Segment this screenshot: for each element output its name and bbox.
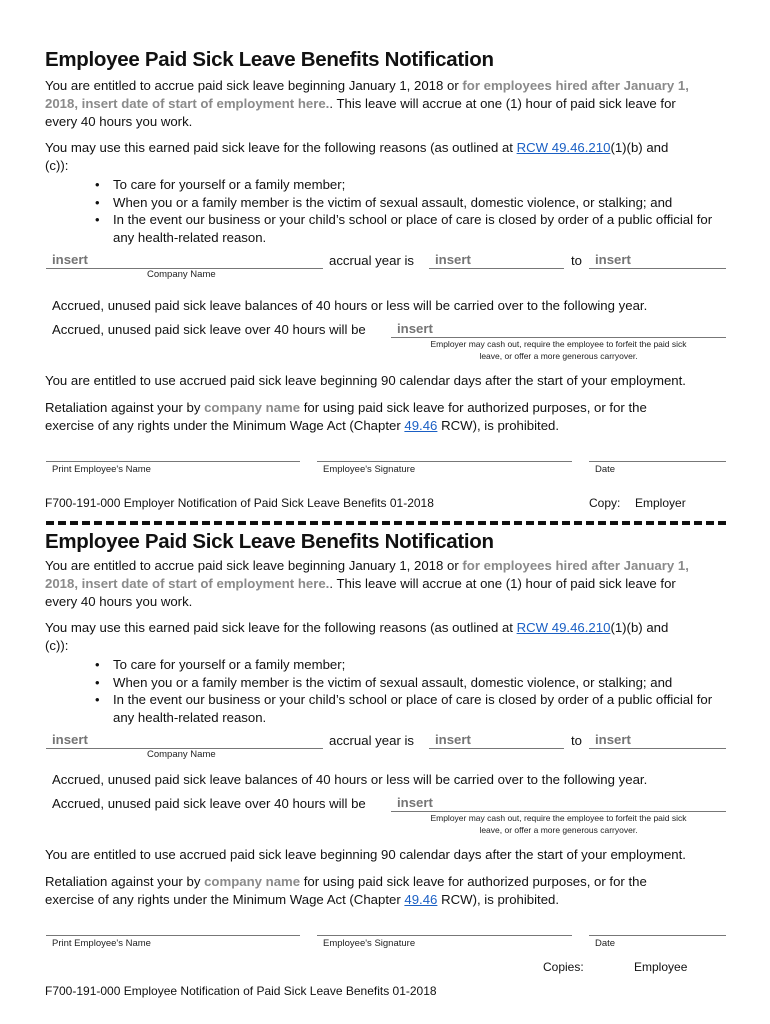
reasons-text-b: (1)(b) and <box>610 140 669 155</box>
company-name-highlight: company name <box>204 400 301 415</box>
date-label: Date <box>595 938 616 949</box>
over40-input[interactable] <box>397 795 726 810</box>
chapter-link[interactable]: 49.46 <box>404 892 438 907</box>
signature-label: Employee's Signature <box>323 464 416 475</box>
reasons-paragraph <box>45 139 735 175</box>
list-item: • To care for yourself or a family member; <box>95 656 735 674</box>
list-item: • In the event our business or your child’s school or place of care is closed by order of a public official for any health-related reason. <box>95 211 735 246</box>
accrual-end-field[interactable] <box>589 252 726 269</box>
copies-label: Copies: <box>543 960 584 974</box>
reasons-text-a: You may use this earned paid sick leave for the following reasons (as outlined at <box>45 620 517 635</box>
date-line[interactable] <box>589 461 726 462</box>
accrual-text-a: You are entitled to accrue paid sick leave beginning January 1, 2018 or <box>45 78 463 93</box>
accrual-year-label: accrual year is <box>329 253 415 268</box>
company-name-input[interactable] <box>52 732 323 747</box>
over40-caption <box>391 812 726 836</box>
signature-line[interactable] <box>317 461 572 462</box>
retaliation-text-d: RCW), is prohibited. <box>437 418 560 433</box>
print-name-line[interactable] <box>46 461 300 462</box>
reasons-text-a: You may use this earned paid sick leave for the following reasons (as outlined at <box>45 140 517 155</box>
over40-caption <box>391 338 726 362</box>
reasons-text-c: (c)): <box>45 638 69 653</box>
accrual-paragraph <box>45 557 735 611</box>
retaliation-text-a: Retaliation against your by <box>45 874 205 889</box>
company-name-caption: Company Name <box>147 269 216 280</box>
copies-value: Employee <box>634 960 688 974</box>
form-title: Employee Paid Sick Leave Benefits Notification <box>45 48 494 71</box>
accrual-text-c: every 40 hours you work. <box>45 114 193 129</box>
carryover-text: Accrued, unused paid sick leave balances of 40 hours or less will be carried over to the following year. <box>52 772 648 787</box>
print-name-line[interactable] <box>46 935 300 936</box>
accrual-start-input[interactable] <box>435 252 564 267</box>
over40-field[interactable] <box>391 795 726 812</box>
over40-caption-2: leave, or offer a more generous carryover. <box>479 351 638 361</box>
accrual-text-a: You are entitled to accrue paid sick leave beginning January 1, 2018 or <box>45 558 463 573</box>
reasons-list <box>95 176 735 246</box>
form-title: Employee Paid Sick Leave Benefits Notification <box>45 530 494 553</box>
to-label: to <box>571 733 582 748</box>
signature-line[interactable] <box>317 935 572 936</box>
company-name-field[interactable] <box>46 252 323 269</box>
hire-date-highlight-2: 2018, insert date of start of employment here. <box>45 576 330 591</box>
retaliation-text-a: Retaliation against your by <box>45 400 205 415</box>
reasons-paragraph <box>45 619 735 655</box>
hire-date-highlight-1: for employees hired after January 1, <box>462 78 689 93</box>
retaliation-text-b: for using paid sick leave for authorized purposes, or for the <box>300 400 647 415</box>
over40-caption-1: Employer may cash out, require the employee to forfeit the paid sick <box>430 339 687 349</box>
hire-date-highlight-2: 2018, insert date of start of employment here. <box>45 96 330 111</box>
copy-value: Employer <box>635 496 686 510</box>
accrual-end-field[interactable] <box>589 732 726 749</box>
accrual-paragraph <box>45 77 735 131</box>
company-name-highlight: company name <box>204 874 301 889</box>
signature-label: Employee's Signature <box>323 938 416 949</box>
over40-text: Accrued, unused paid sick leave over 40 hours will be <box>52 796 366 811</box>
print-name-label: Print Employee's Name <box>52 938 151 949</box>
retaliation-text-c: exercise of any rights under the Minimum Wage Act (Chapter <box>45 892 405 907</box>
accrual-start-field[interactable] <box>429 732 564 749</box>
use-text: You are entitled to use accrued paid sick leave beginning 90 calendar days after the start of your employment. <box>45 373 686 388</box>
print-name-label: Print Employee's Name <box>52 464 151 475</box>
retaliation-text-c: exercise of any rights under the Minimum Wage Act (Chapter <box>45 418 405 433</box>
carryover-text: Accrued, unused paid sick leave balances of 40 hours or less will be carried over to the following year. <box>52 298 648 313</box>
company-name-field[interactable] <box>46 732 323 749</box>
accrual-text-c: every 40 hours you work. <box>45 594 193 609</box>
reasons-list <box>95 656 735 726</box>
retaliation-text-b: for using paid sick leave for authorized purposes, or for the <box>300 874 647 889</box>
accrual-year-label: accrual year is <box>329 733 415 748</box>
over40-caption-2: leave, or offer a more generous carryover. <box>479 825 638 835</box>
list-item: • When you or a family member is the victim of sexual assault, domestic violence, or stalking; and <box>95 194 735 212</box>
over40-caption-1: Employer may cash out, require the employee to forfeit the paid sick <box>430 813 687 823</box>
reasons-text-c: (c)): <box>45 158 69 173</box>
over40-field[interactable] <box>391 321 726 338</box>
form-number: F700-191-000 Employee Notification of Paid Sick Leave Benefits 01-2018 <box>45 984 437 998</box>
accrual-end-input[interactable] <box>595 252 726 267</box>
reasons-text-b: (1)(b) and <box>610 620 669 635</box>
retaliation-paragraph <box>45 399 735 435</box>
hire-date-highlight-1: for employees hired after January 1, <box>462 558 689 573</box>
list-item: • In the event our business or your child’s school or place of care is closed by order of a public official for any health-related reason. <box>95 691 735 726</box>
accrual-end-input[interactable] <box>595 732 726 747</box>
date-label: Date <box>595 464 616 475</box>
accrual-start-input[interactable] <box>435 732 564 747</box>
use-text: You are entitled to use accrued paid sick leave beginning 90 calendar days after the start of your employment. <box>45 847 686 862</box>
retaliation-text-d: RCW), is prohibited. <box>437 892 560 907</box>
form-number: F700-191-000 Employer Notification of Paid Sick Leave Benefits 01-2018 <box>45 496 434 510</box>
company-name-caption: Company Name <box>147 749 216 760</box>
date-line[interactable] <box>589 935 726 936</box>
copy-label: Copy: <box>589 496 621 510</box>
accrual-text-b: . This leave will accrue at one (1) hour of paid sick leave for <box>329 576 676 591</box>
over40-input[interactable] <box>397 321 726 336</box>
list-item: • To care for yourself or a family member; <box>95 176 735 194</box>
rcw-link[interactable]: RCW 49.46.210 <box>516 620 611 635</box>
company-name-input[interactable] <box>52 252 323 267</box>
employee-copy <box>0 522 770 1022</box>
chapter-link[interactable]: 49.46 <box>404 418 438 433</box>
accrual-start-field[interactable] <box>429 252 564 269</box>
retaliation-paragraph <box>45 873 735 909</box>
over40-text: Accrued, unused paid sick leave over 40 hours will be <box>52 322 366 337</box>
rcw-link[interactable]: RCW 49.46.210 <box>516 140 611 155</box>
accrual-text-b: . This leave will accrue at one (1) hour of paid sick leave for <box>329 96 676 111</box>
to-label: to <box>571 253 582 268</box>
list-item: • When you or a family member is the victim of sexual assault, domestic violence, or stalking; and <box>95 674 735 692</box>
